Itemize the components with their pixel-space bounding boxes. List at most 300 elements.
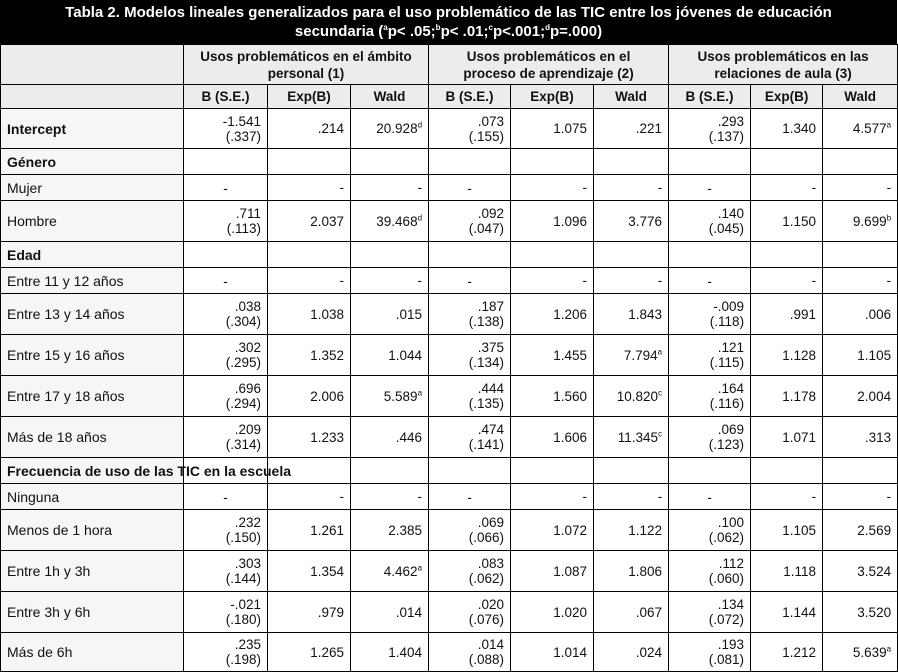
- standard-error: (.123): [708, 437, 745, 452]
- exp-b-cell: 1.144: [751, 592, 823, 633]
- wald-cell: [823, 109, 898, 149]
- group-header-1: [184, 45, 429, 85]
- coef-se-cell: [184, 109, 268, 149]
- exp-b-cell: 1.087: [511, 551, 594, 592]
- subheader-exp-b: Exp(B): [268, 85, 351, 109]
- row-label: Mujer: [1, 175, 184, 201]
- reference-cell: -: [594, 175, 669, 201]
- exp-b-cell: 1.354: [268, 551, 351, 592]
- reference-cell: -: [594, 484, 669, 510]
- coef-se-cell: [669, 294, 751, 335]
- significance-mark: a: [417, 388, 423, 397]
- row-label: Entre 15 y 16 años: [1, 335, 184, 376]
- reference-cell: -: [351, 175, 429, 201]
- exp-b-cell: 1.150: [751, 201, 823, 242]
- empty-cell: [823, 242, 898, 268]
- standard-error: (.295): [225, 355, 261, 370]
- coefficient: .069: [477, 515, 505, 530]
- table-row: [1, 551, 898, 592]
- wald-cell: [351, 294, 429, 335]
- standard-error: (.144): [225, 571, 261, 586]
- coef-se-cell: [429, 551, 511, 592]
- row-label: Entre 13 y 14 años: [1, 294, 184, 335]
- empty-cell: [351, 242, 429, 268]
- subheader-exp-b: Exp(B): [751, 85, 823, 109]
- coef-se-cell: [669, 109, 751, 149]
- subheader-corner: [1, 85, 184, 109]
- wald-value: .024: [635, 644, 663, 660]
- coef-se-cell: [184, 201, 268, 242]
- standard-error: (.118): [709, 314, 745, 329]
- empty-cell: [511, 458, 594, 484]
- title-line-2-prefix: secundaria (: [294, 23, 384, 40]
- standard-error: (.138): [468, 314, 505, 329]
- significance-mark: a: [886, 644, 892, 653]
- wald-cell: [351, 335, 429, 376]
- subheader-b-se: B (S.E.): [669, 85, 751, 109]
- standard-error: (.180): [225, 612, 261, 627]
- coef-se-cell: [429, 510, 511, 551]
- coefficient: .092: [477, 206, 505, 221]
- standard-error: (.047): [468, 221, 505, 236]
- exp-b-cell: 1.071: [751, 417, 823, 458]
- standard-error: (.113): [226, 221, 261, 236]
- wald-value: .014: [395, 604, 423, 620]
- table-row: [1, 458, 898, 484]
- wald-cell: [823, 417, 898, 458]
- title-line-2: [0, 22, 897, 41]
- significance-mark: d: [417, 213, 423, 222]
- reference-cell: -: [429, 175, 511, 201]
- coef-se-cell: [184, 376, 268, 417]
- significance-mark: a: [657, 347, 663, 356]
- standard-error: (.294): [225, 396, 261, 411]
- reference-cell: -: [351, 484, 429, 510]
- corner-cell: [1, 45, 184, 85]
- wald-cell: [823, 633, 898, 672]
- reference-cell: -: [669, 175, 751, 201]
- coefficient: .232: [234, 515, 261, 530]
- coefficient: .100: [717, 515, 745, 530]
- note-superscript: b: [435, 23, 441, 32]
- exp-b-cell: 1.178: [751, 376, 823, 417]
- empty-cell: [268, 242, 351, 268]
- wald-value: .446: [395, 429, 423, 445]
- wald-value: 39.468: [376, 213, 418, 229]
- note-text: p< .05;: [387, 23, 436, 40]
- group-header-2-line-1: Usos problemáticos en el: [466, 48, 631, 64]
- wald-value: 11.345: [617, 429, 659, 445]
- note-superscript: d: [545, 23, 550, 32]
- subheader-wald: Wald: [351, 85, 429, 109]
- exp-b-cell: .991: [751, 294, 823, 335]
- wald-cell: [594, 633, 669, 672]
- row-label: Más de 18 años: [1, 417, 184, 458]
- reference-cell: -: [511, 175, 594, 201]
- wald-cell: [351, 592, 429, 633]
- exp-b-cell: 1.206: [511, 294, 594, 335]
- standard-error: (.314): [225, 437, 261, 452]
- row-label: Más de 6h: [1, 633, 184, 672]
- empty-cell: [823, 149, 898, 175]
- wald-value: 2.004: [857, 388, 892, 404]
- wald-value: 9.699: [852, 213, 887, 229]
- empty-cell: [669, 242, 751, 268]
- table-row: [1, 268, 898, 294]
- standard-error: (.115): [709, 355, 745, 370]
- wald-value: 2.569: [857, 522, 892, 538]
- coefficient: .302: [234, 340, 261, 355]
- standard-error: (.072): [708, 612, 745, 627]
- wald-value: .015: [395, 306, 423, 322]
- reference-cell: -: [751, 484, 823, 510]
- exp-b-cell: 1.020: [511, 592, 594, 633]
- coefficient: .711: [235, 206, 261, 221]
- coefficient: .303: [234, 556, 261, 571]
- wald-cell: [594, 592, 669, 633]
- table-row: [1, 633, 898, 672]
- wald-value: 7.794: [623, 347, 658, 363]
- note-superscript: c: [488, 23, 493, 32]
- group-header-1-line-2: personal (1): [267, 65, 345, 81]
- coef-se-cell: [184, 633, 268, 672]
- reference-cell: -: [184, 268, 268, 294]
- significance-mark: d: [417, 120, 423, 130]
- standard-error: (.060): [708, 571, 745, 586]
- exp-b-cell: 1.096: [511, 201, 594, 242]
- reference-cell: -: [823, 484, 898, 510]
- group-header-3: [669, 45, 898, 85]
- exp-b-cell: 1.075: [511, 109, 594, 149]
- group-header-3-line-1: Usos problemáticos en las: [697, 48, 869, 64]
- reference-cell: -: [669, 484, 751, 510]
- wald-cell: [594, 510, 669, 551]
- coefficient: .083: [477, 556, 505, 571]
- wald-value: .067: [635, 604, 663, 620]
- exp-b-cell: 1.265: [268, 633, 351, 672]
- table-row: [1, 417, 898, 458]
- empty-cell: [669, 149, 751, 175]
- wald-cell: [351, 376, 429, 417]
- standard-error: (.062): [708, 530, 745, 545]
- reference-cell: -: [268, 484, 351, 510]
- wald-value: 20.928: [376, 121, 418, 136]
- standard-error: (.081): [708, 652, 745, 667]
- row-label: Edad: [1, 242, 184, 268]
- table-row: [1, 376, 898, 417]
- coefficient: .069: [717, 422, 745, 437]
- empty-cell: [511, 149, 594, 175]
- wald-cell: [351, 551, 429, 592]
- wald-cell: [594, 551, 669, 592]
- reference-cell: -: [511, 484, 594, 510]
- wald-value: 1.122: [628, 522, 663, 538]
- reference-cell: -: [268, 268, 351, 294]
- wald-value: 5.589: [383, 388, 418, 404]
- group-header-1-line-1: Usos problemáticos en el ámbito: [200, 48, 412, 64]
- row-label: Entre 3h y 6h: [1, 592, 184, 633]
- coefficient: -.009: [713, 299, 745, 314]
- standard-error: (.304): [225, 314, 261, 329]
- wald-value: 3.524: [857, 563, 892, 579]
- coef-se-cell: [184, 417, 268, 458]
- reference-cell: -: [429, 268, 511, 294]
- wald-cell: [594, 201, 669, 242]
- exp-b-cell: 1.072: [511, 510, 594, 551]
- empty-cell: [351, 149, 429, 175]
- exp-b-cell: 1.352: [268, 335, 351, 376]
- note-text: p< .01;: [440, 23, 489, 40]
- empty-cell: [511, 242, 594, 268]
- note-text: p=.000): [549, 23, 603, 40]
- standard-error: (.045): [708, 221, 745, 236]
- group-header-row: [1, 45, 898, 85]
- row-label: Entre 17 y 18 años: [1, 376, 184, 417]
- standard-error: (.198): [225, 652, 261, 667]
- wald-cell: [823, 294, 898, 335]
- coefficient: .038: [234, 299, 261, 314]
- row-label: Entre 11 y 12 años: [1, 268, 184, 294]
- significance-mark: a: [886, 120, 892, 130]
- coef-se-cell: [669, 551, 751, 592]
- reference-cell: -: [751, 175, 823, 201]
- wald-value: .006: [864, 306, 892, 322]
- coefficient: .134: [717, 597, 745, 612]
- coef-se-cell: [429, 592, 511, 633]
- wald-value: 2.385: [388, 522, 423, 538]
- wald-value: 1.806: [628, 563, 663, 579]
- coefficient: .193: [717, 637, 745, 652]
- coef-se-cell: [669, 376, 751, 417]
- wald-cell: [351, 510, 429, 551]
- empty-cell: [268, 149, 351, 175]
- empty-cell: [669, 458, 751, 484]
- exp-b-cell: 1.128: [751, 335, 823, 376]
- table-row: [1, 335, 898, 376]
- wald-cell: [823, 335, 898, 376]
- row-label: Menos de 1 hora: [1, 510, 184, 551]
- subheader-exp-b: Exp(B): [511, 85, 594, 109]
- title-line-1: Tabla 2. Modelos lineales generalizados para el uso problemático de las TIC entre los jóvenes de educación: [65, 4, 832, 21]
- table-row: [1, 592, 898, 633]
- significance-notes: [383, 23, 602, 40]
- row-label: Intercept: [1, 109, 184, 149]
- table-row: [1, 294, 898, 335]
- wald-cell: [823, 551, 898, 592]
- note-superscript: a: [383, 23, 388, 32]
- standard-error: (.141): [468, 437, 505, 452]
- coef-se-cell: [429, 201, 511, 242]
- wald-value: 1.105: [857, 347, 892, 363]
- reference-cell: -: [268, 175, 351, 201]
- wald-value: .221: [635, 121, 663, 136]
- table-row: [1, 510, 898, 551]
- wald-value: 3.520: [857, 604, 892, 620]
- group-header-2: [429, 45, 669, 85]
- coefficient: .209: [234, 422, 261, 437]
- coefficient: .293: [717, 113, 745, 129]
- coefficient: -.021: [230, 597, 261, 612]
- exp-b-cell: .979: [268, 592, 351, 633]
- coef-se-cell: [669, 592, 751, 633]
- exp-b-cell: 1.560: [511, 376, 594, 417]
- wald-value: 1.044: [388, 347, 423, 363]
- coef-se-cell: [669, 510, 751, 551]
- coef-se-cell: [429, 294, 511, 335]
- exp-b-cell: 1.606: [511, 417, 594, 458]
- wald-value: 3.776: [628, 213, 663, 229]
- coefficient: .187: [477, 299, 505, 314]
- empty-cell: [429, 149, 511, 175]
- exp-b-cell: 1.261: [268, 510, 351, 551]
- wald-value: 1.404: [388, 644, 423, 660]
- exp-b-cell: 2.037: [268, 201, 351, 242]
- coefficient: .444: [477, 381, 505, 396]
- wald-cell: [594, 109, 669, 149]
- reference-cell: -: [751, 268, 823, 294]
- empty-cell: [594, 458, 669, 484]
- empty-cell: [184, 149, 268, 175]
- table-body: [1, 109, 898, 672]
- standard-error: (.337): [225, 128, 261, 144]
- coef-se-cell: [184, 294, 268, 335]
- reference-cell: -: [594, 268, 669, 294]
- group-header-3-line-2: relaciones de aula (3): [714, 65, 852, 81]
- coefficient: .375: [477, 340, 505, 355]
- reference-cell: -: [429, 484, 511, 510]
- row-label: Entre 1h y 3h: [1, 551, 184, 592]
- empty-cell: [594, 149, 669, 175]
- subheader-wald: Wald: [823, 85, 898, 109]
- empty-cell: [429, 242, 511, 268]
- coef-se-cell: [429, 417, 511, 458]
- exp-b-cell: 1.233: [268, 417, 351, 458]
- reference-cell: -: [184, 175, 268, 201]
- coef-se-cell: [184, 592, 268, 633]
- table-row: [1, 149, 898, 175]
- coefficient: .020: [477, 597, 505, 612]
- coefficient: .164: [717, 381, 745, 396]
- wald-cell: [823, 201, 898, 242]
- significance-mark: a: [417, 563, 423, 572]
- wald-cell: [594, 376, 669, 417]
- empty-cell: [751, 458, 823, 484]
- wald-value: 4.577: [852, 121, 887, 136]
- empty-cell: [594, 242, 669, 268]
- exp-b-cell: 1.455: [511, 335, 594, 376]
- reference-cell: -: [823, 268, 898, 294]
- coefficient: .014: [477, 637, 505, 652]
- exp-b-cell: 2.006: [268, 376, 351, 417]
- coef-se-cell: [429, 335, 511, 376]
- coef-se-cell: [184, 510, 268, 551]
- exp-b-cell: 1.038: [268, 294, 351, 335]
- standard-error: (.076): [468, 612, 505, 627]
- wald-cell: [823, 592, 898, 633]
- row-label: Género: [1, 149, 184, 175]
- empty-cell: [429, 458, 511, 484]
- coef-se-cell: [669, 335, 751, 376]
- coefficient: .073: [477, 113, 505, 129]
- table-row: [1, 175, 898, 201]
- significance-mark: c: [658, 429, 663, 438]
- note-text: p<.001;: [492, 23, 546, 40]
- coef-se-cell: [669, 417, 751, 458]
- standard-error: (.150): [225, 530, 261, 545]
- standard-error: (.155): [468, 128, 505, 144]
- standard-error: (.137): [708, 128, 745, 144]
- reference-cell: -: [184, 484, 268, 510]
- coef-se-cell: [429, 376, 511, 417]
- subheader-b-se: B (S.E.): [184, 85, 268, 109]
- exp-b-cell: 1.340: [751, 109, 823, 149]
- exp-b-cell: 1.105: [751, 510, 823, 551]
- standard-error: (.134): [468, 355, 505, 370]
- coef-se-cell: [184, 551, 268, 592]
- wald-value: 10.820: [616, 388, 659, 404]
- subheader-b-se: B (S.E.): [429, 85, 511, 109]
- subheader-row: [1, 85, 898, 109]
- wald-value: 1.843: [628, 306, 663, 322]
- reference-cell: -: [511, 268, 594, 294]
- table-row: [1, 484, 898, 510]
- coefficient: .140: [717, 206, 745, 221]
- wald-cell: [351, 417, 429, 458]
- coefficient: .121: [717, 340, 745, 355]
- row-label: Frecuencia de uso de las TIC en la escuela: [1, 458, 184, 484]
- wald-cell: [351, 633, 429, 672]
- row-label: Hombre: [1, 201, 184, 242]
- group-header-2-line-2: proceso de aprendizaje (2): [463, 65, 634, 81]
- exp-b-cell: 1.118: [751, 551, 823, 592]
- wald-cell: [823, 510, 898, 551]
- subheader-wald: Wald: [594, 85, 669, 109]
- empty-cell: [184, 242, 268, 268]
- table-title: [0, 0, 897, 44]
- coefficient: .112: [718, 556, 745, 571]
- wald-value: 5.639: [852, 644, 887, 660]
- standard-error: (.135): [468, 396, 505, 411]
- table-row: [1, 201, 898, 242]
- coef-se-cell: [669, 633, 751, 672]
- wald-cell: [823, 376, 898, 417]
- coefficient: -1.541: [222, 113, 261, 129]
- exp-b-cell: 1.212: [751, 633, 823, 672]
- significance-mark: b: [886, 213, 892, 222]
- coef-se-cell: [669, 201, 751, 242]
- reference-cell: -: [351, 268, 429, 294]
- wald-cell: [351, 109, 429, 149]
- exp-b-cell: 1.014: [511, 633, 594, 672]
- wald-cell: [594, 335, 669, 376]
- standard-error: (.088): [468, 652, 505, 667]
- wald-cell: [594, 417, 669, 458]
- standard-error: (.066): [468, 530, 505, 545]
- wald-value: .313: [864, 429, 892, 445]
- empty-cell: [751, 149, 823, 175]
- significance-mark: c: [658, 388, 663, 397]
- table-row: [1, 242, 898, 268]
- coefficient: .474: [477, 422, 505, 437]
- results-table: [0, 44, 898, 672]
- coef-se-cell: [184, 335, 268, 376]
- coefficient: .235: [234, 637, 261, 652]
- coefficient: .696: [234, 381, 261, 396]
- standard-error: (.116): [709, 396, 745, 411]
- empty-cell: [351, 458, 429, 484]
- coef-se-cell: [429, 633, 511, 672]
- exp-b-cell: .214: [268, 109, 351, 149]
